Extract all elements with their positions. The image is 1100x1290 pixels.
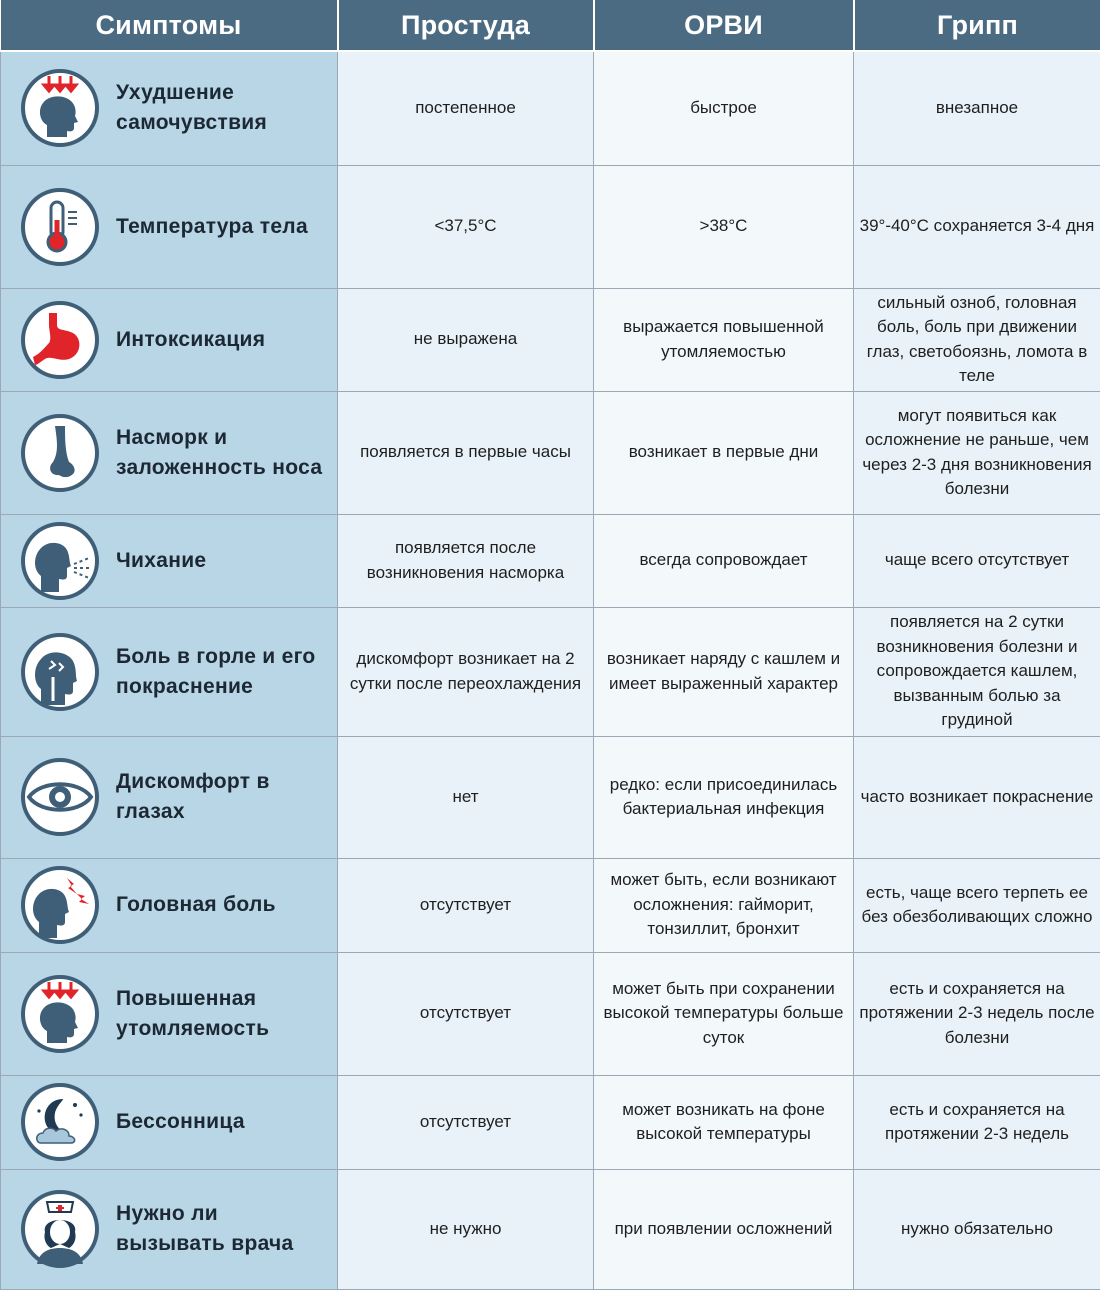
- arvi-cell: [594, 514, 854, 607]
- flu-value: 39°-40°С сохраняется 3-4 дня: [858, 214, 1096, 239]
- arvi-value: всегда сопровождает: [598, 548, 849, 573]
- symptom-cell: [1, 1075, 338, 1169]
- flu-value: часто возникает покраснение: [858, 785, 1096, 810]
- cold-cell: [338, 165, 594, 288]
- flu-cell: [854, 51, 1100, 165]
- flu-value: могут появиться как осложнение не раньше, чем через 2-3 дня возникновения болезни: [858, 404, 1096, 502]
- flu-cell: [854, 607, 1100, 736]
- flu-value: есть, чаще всего терпеть ее без обезболивающих сложно: [858, 881, 1096, 930]
- arvi-value: может быть, если возникают осложнения: гайморит, тонзиллит, бронхит: [598, 868, 849, 942]
- doctor-icon: [19, 1188, 101, 1270]
- arvi-cell: [594, 391, 854, 514]
- cold-cell: [338, 288, 594, 391]
- header-cold: Простуда: [338, 0, 594, 51]
- symptom-cell: [1, 165, 338, 288]
- table-row: [1, 391, 1100, 514]
- table-row: [1, 1075, 1100, 1169]
- arvi-cell: [594, 288, 854, 391]
- arvi-value: быстрое: [598, 96, 849, 121]
- cold-cell: [338, 1075, 594, 1169]
- head-fatigue-icon: [19, 973, 101, 1055]
- symptom-cell: [1, 288, 338, 391]
- flu-cell: [854, 391, 1100, 514]
- cold-value: дискомфорт возникает на 2 сутки после переохлаждения: [342, 647, 589, 696]
- arvi-cell: [594, 736, 854, 858]
- table-row: [1, 288, 1100, 391]
- flu-cell: [854, 858, 1100, 952]
- cold-value: постепенное: [342, 96, 589, 121]
- symptom-cell: [1, 514, 338, 607]
- cold-value: <37,5°С: [342, 214, 589, 239]
- cold-cell: [338, 858, 594, 952]
- cold-cell: [338, 514, 594, 607]
- stomach-icon: [19, 299, 101, 381]
- arvi-value: >38°С: [598, 214, 849, 239]
- arvi-value: возникает в первые дни: [598, 440, 849, 465]
- flu-cell: [854, 288, 1100, 391]
- arvi-cell: [594, 952, 854, 1075]
- flu-cell: [854, 1169, 1100, 1289]
- flu-value: есть и сохраняется на протяжении 2-3 недель: [858, 1098, 1096, 1147]
- arvi-cell: [594, 51, 854, 165]
- table-row: [1, 736, 1100, 858]
- arvi-value: может возникать на фоне высокой температуры: [598, 1098, 849, 1147]
- table-row: [1, 514, 1100, 607]
- symptom-cell: [1, 51, 338, 165]
- flu-value: внезапное: [858, 96, 1096, 121]
- header-symptoms: Симптомы: [1, 0, 338, 51]
- arvi-value: выражается повышенной утомляемостью: [598, 315, 849, 364]
- cold-cell: [338, 391, 594, 514]
- symptom-label: Дискомфорт в глазах: [116, 767, 329, 827]
- arvi-cell: [594, 165, 854, 288]
- cold-value: не выражена: [342, 327, 589, 352]
- cold-value: отсутствует: [342, 1110, 589, 1135]
- cold-value: появляется после возникновения насморка: [342, 536, 589, 585]
- cold-value: отсутствует: [342, 1001, 589, 1026]
- symptom-label: Температура тела: [116, 212, 308, 242]
- arvi-cell: [594, 858, 854, 952]
- symptom-label: Нужно ли вызывать врача: [116, 1199, 329, 1259]
- table-row: [1, 858, 1100, 952]
- arvi-cell: [594, 1075, 854, 1169]
- flu-value: нужно обязательно: [858, 1217, 1096, 1242]
- arvi-value: редко: если присоединилась бактериальная инфекция: [598, 773, 849, 822]
- symptom-label: Насморк и заложенность носа: [116, 423, 329, 483]
- symptom-cell: [1, 858, 338, 952]
- cold-cell: [338, 607, 594, 736]
- arvi-value: возникает наряду с кашлем и имеет выраженный характер: [598, 647, 849, 696]
- header-arvi: ОРВИ: [594, 0, 854, 51]
- flu-cell: [854, 1075, 1100, 1169]
- flu-cell: [854, 165, 1100, 288]
- sore-throat-icon: [19, 631, 101, 713]
- symptom-label: Бессонница: [116, 1107, 245, 1137]
- cold-value: не нужно: [342, 1217, 589, 1242]
- table-row: [1, 51, 1100, 165]
- symptom-label: Ухудшение самочувствия: [116, 78, 329, 138]
- cold-cell: [338, 736, 594, 858]
- cold-cell: [338, 1169, 594, 1289]
- cold-cell: [338, 51, 594, 165]
- table-row: [1, 607, 1100, 736]
- header-row: [1, 0, 1100, 51]
- flu-value: чаще всего отсутствует: [858, 548, 1096, 573]
- symptom-label: Интоксикация: [116, 325, 265, 355]
- nose-icon: [19, 412, 101, 494]
- headache-icon: [19, 864, 101, 946]
- symptom-label: Головная боль: [116, 890, 276, 920]
- thermometer-icon: [19, 186, 101, 268]
- cold-value: отсутствует: [342, 893, 589, 918]
- flu-cell: [854, 736, 1100, 858]
- cold-cell: [338, 952, 594, 1075]
- arvi-value: при появлении осложнений: [598, 1217, 849, 1242]
- symptom-label: Боль в горле и его покраснение: [116, 642, 329, 702]
- head-fatigue-icon: [19, 67, 101, 149]
- symptom-cell: [1, 607, 338, 736]
- symptom-cell: [1, 1169, 338, 1289]
- arvi-value: может быть при сохранении высокой температуры больше суток: [598, 977, 849, 1051]
- flu-cell: [854, 514, 1100, 607]
- flu-value: сильный озноб, головная боль, боль при движении глаз, светобоязнь, ломота в теле: [858, 291, 1096, 389]
- arvi-cell: [594, 607, 854, 736]
- header-flu: Грипп: [854, 0, 1100, 51]
- symptom-cell: [1, 391, 338, 514]
- flu-cell: [854, 952, 1100, 1075]
- table-row: [1, 1169, 1100, 1289]
- cold-value: нет: [342, 785, 589, 810]
- symptom-label: Повышенная утомляемость: [116, 984, 329, 1044]
- eye-icon: [19, 756, 101, 838]
- table-row: [1, 952, 1100, 1075]
- arvi-cell: [594, 1169, 854, 1289]
- symptom-label: Чихание: [116, 546, 206, 576]
- symptom-cell: [1, 736, 338, 858]
- flu-value: появляется на 2 сутки возникновения болезни и сопровождается кашлем, вызванным болью за грудиной: [858, 610, 1096, 733]
- cold-value: появляется в первые часы: [342, 440, 589, 465]
- sneeze-icon: [19, 520, 101, 602]
- flu-value: есть и сохраняется на протяжении 2-3 недель после болезни: [858, 977, 1096, 1051]
- symptom-cell: [1, 952, 338, 1075]
- table-row: [1, 165, 1100, 288]
- moon-cloud-icon: [19, 1081, 101, 1163]
